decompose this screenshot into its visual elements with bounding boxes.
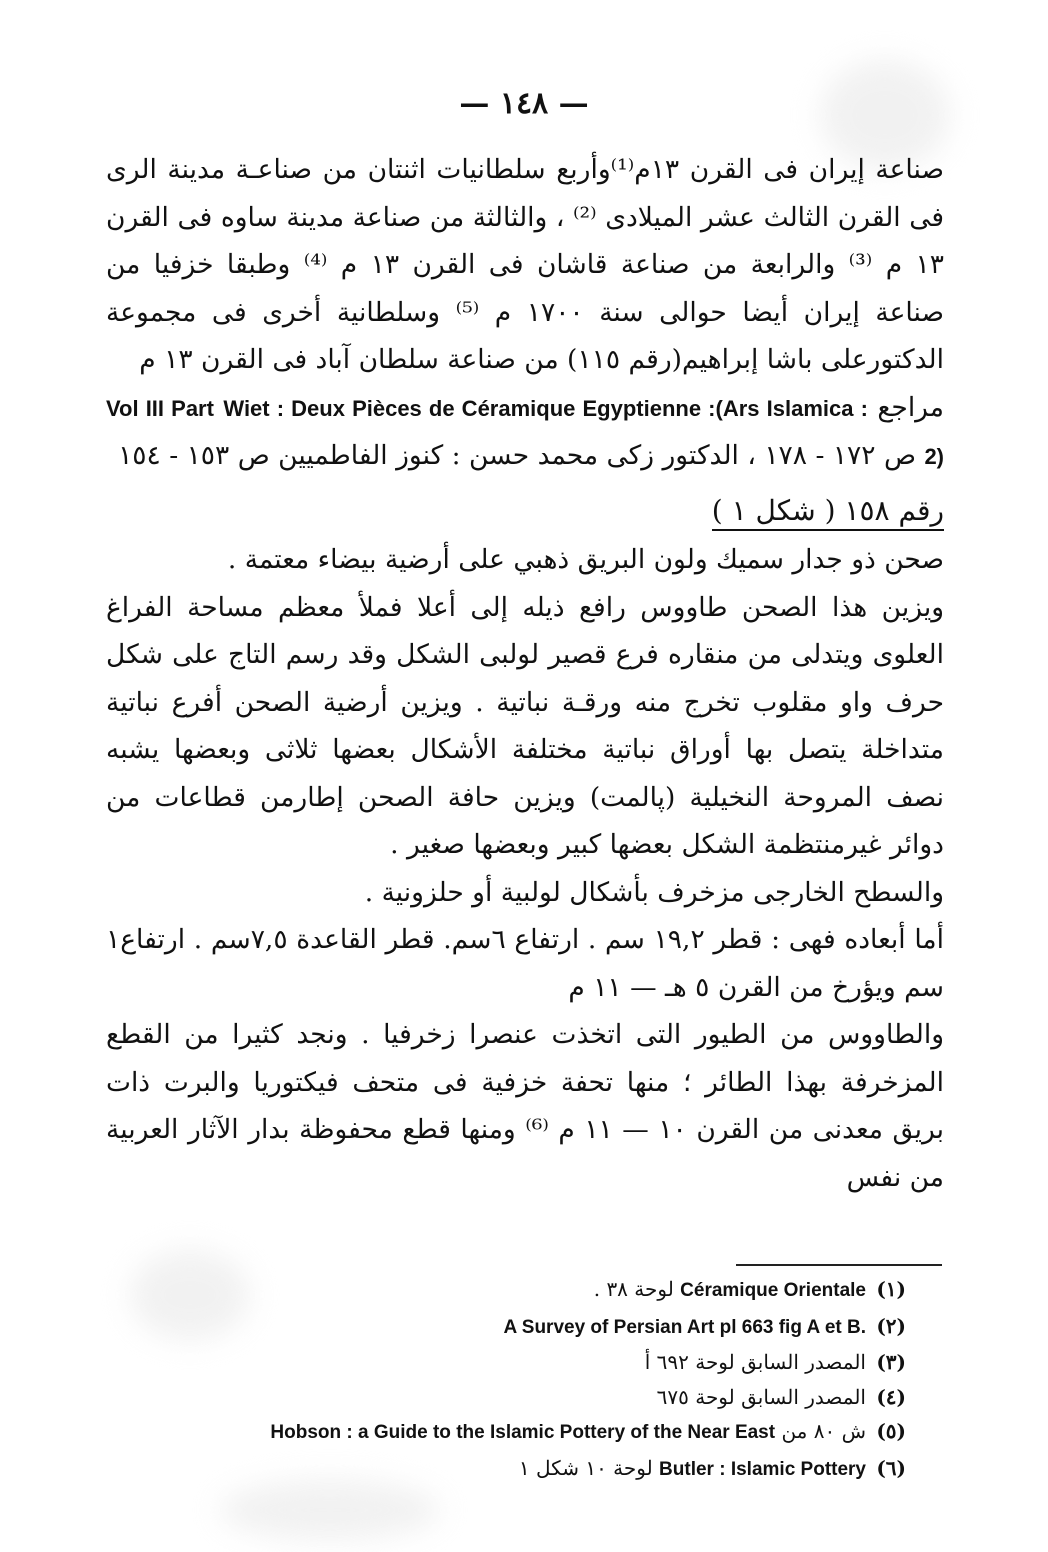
references-label: مراجع — [877, 391, 944, 423]
footnote: (١) Céramique Orientale لوحة ٣٨ . — [593, 1277, 906, 1301]
description-paragraph: صحن ذو جدار سميك ولون البريق ذهبي على أرضية بيضاء معتمة . — [227, 544, 944, 575]
description-paragraph: والسطح الخارجى مزخرف بأشكال لولبية أو حلزونية . — [364, 876, 944, 908]
reference-latin-1: Wiet : Deux Pièces de Céramique Egyptienne :(Ars Islamica : — [223, 395, 868, 421]
footnotes — [146, 1272, 906, 1487]
paragraph: صناعة إيران فى القرن ١٣م⁽¹⁾وأربع سلطانيات اثنتان من صناعـة مدينة الرى فى القرن الثالث عشر الميلادى ⁽²⁾ ، والثالثة من صناعة مدينة ساوه فى القرن ١٣ م ⁽³⁾ والرابعة من صناعة قاشان فى القرن ١٣ م ⁽⁴⁾ وطبقا خزفيا من صناعة إيران أيضا حوالى سنة ١٧٠٠ م ⁽⁵⁾ وسلطانية أخرى فى مجموعة الدكتورعلى باشا إبراهيم(رقم ١١٥) من صناعة سلطان آباد فى القرن ١٣ م — [106, 154, 945, 375]
reference-arabic: ص ١٧٢ - ١٧٨ ، الدكتور زكى محمد حسن : كنوز الفاطميين ص ١٥٣ - ١٥٤ — [118, 440, 916, 471]
main-text — [106, 146, 944, 1201]
description-paragraph: ويزين هذا الصحن طاووس رافع ذيله إلى أعلا فملأ معظم مساحة الفراغ العلوى ويتدلى من منقاره فرع قصير لولبى الشكل وقد رسم التاج على شكل حرف واو مقلوب تخرج منه ورقـة نباتية . ويزين أرضية الصحن أفرع نباتية متداخلة يتصل بها أوراق نباتية مختلفة الأشكال بعضها ثلاثى وبعضها يشبه نصف المروحة النخيلية (پالمت) ويزين حافة الصحن إطارمن قطاعات من دوائر غيرمنتظمة الشكل بعضها كبير وبعضها صغير . — [106, 591, 944, 860]
description-paragraph: أما أبعاده فهى : قطر ١٩,٢ سم . ارتفاع ٦سم. قطر القاعدة ٧,٥سم . ارتفاع١ سم ويؤرخ من القرن ٥ هـ — ١١ م — [106, 924, 944, 1003]
scan-smudge — [220, 1480, 440, 1540]
footnote: (٥) ش ٨٠ من Hobson : a Guide to the Islamic Pottery of the Near East — [270, 1419, 906, 1443]
page-number: — ١٤٨ — — [459, 86, 589, 121]
description-paragraph: والطاووس من الطيور التى اتخذت عنصرا زخرفيا . ونجد كثيرا من القطع المزخرفة بهذا الطائر ؛ منها تحفة خزفية فى متحف فيكتوريا والبرت ذات بريق معدنى من القرن ١٠ — ١١ م ⁽⁶⁾ ومنها قطع محفوظة بدار الآثار العربية من نفس — [106, 1019, 945, 1193]
footnote: (٦) Butler : Islamic Pottery لوحة ١٠ شكل ١ — [518, 1455, 906, 1480]
footnote: (٣) المصدر السابق لوحة ٦٩٢ أ — [644, 1350, 906, 1374]
footnote: (٢) A Survey of Persian Art pl 663 fig A et B. — [503, 1313, 906, 1338]
references — [106, 384, 944, 481]
item-heading: رقم ١٥٨ ( شكل ١ ) — [106, 487, 944, 535]
footnote-divider — [736, 1264, 942, 1266]
reference-latin-2: Vol III Part 2) — [106, 395, 944, 469]
footnote: (٤) المصدر السابق لوحة ٦٧٥ — [656, 1384, 906, 1409]
